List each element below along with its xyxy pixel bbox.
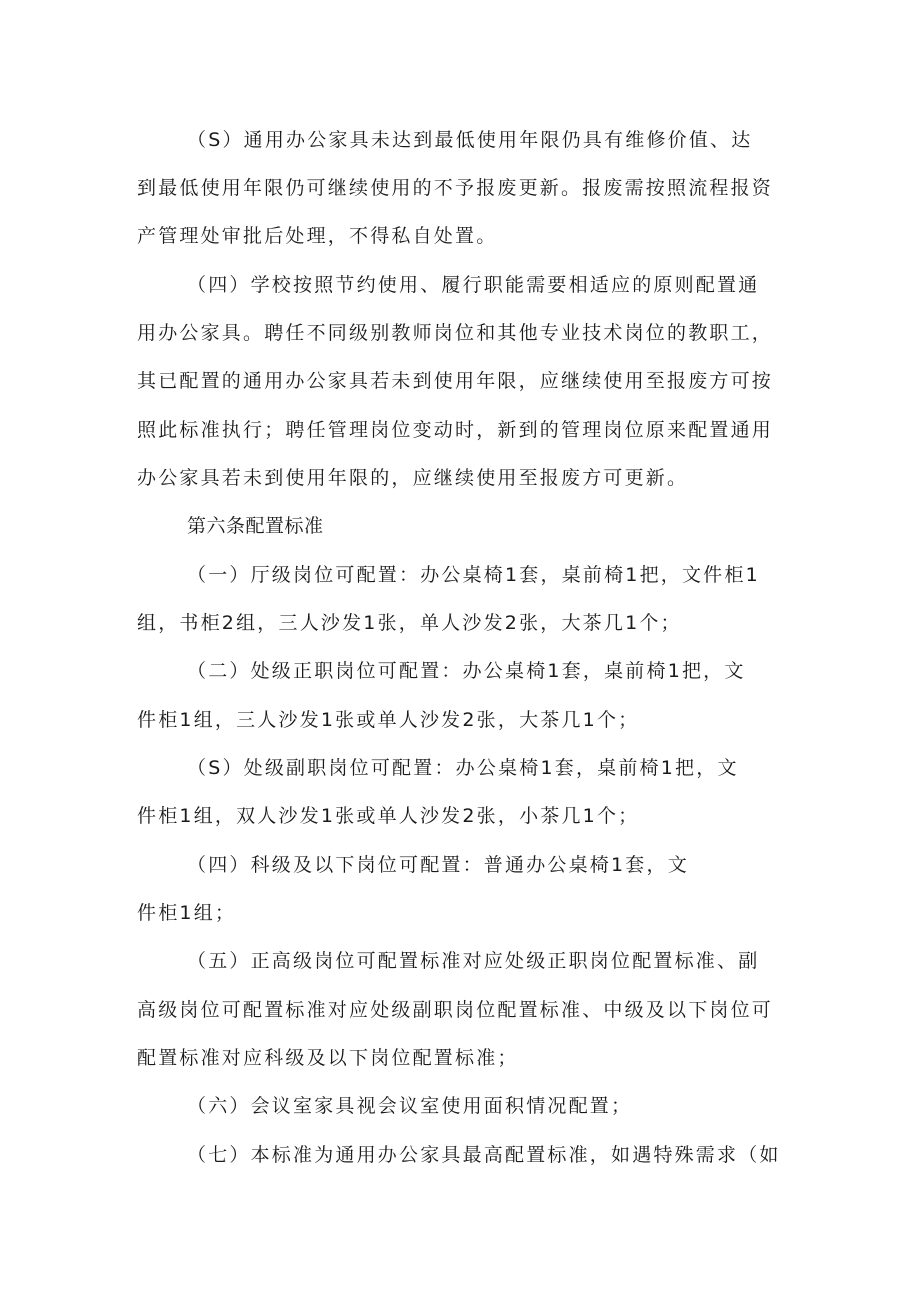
paragraph-line: 组，书柜2组，三人沙发1张，单人沙发2张，大茶几1个；	[137, 612, 682, 634]
paragraph-line: 办公家具若未到使用年限的，应继续使用至报废方可更新。	[137, 467, 689, 489]
paragraph-line: 产管理处审批后处理，不得私自处置。	[137, 225, 498, 247]
paragraph-line: （七）本标准为通用办公家具最高配置标准，如遇特殊需求（如	[187, 1144, 781, 1166]
paragraph-line: （五）正高级岗位可配置标准对应处级正职岗位配置标准、副	[187, 950, 760, 972]
paragraph-line: 照此标准执行；聘任管理岗位变动时，新到的管理岗位原来配置通用	[137, 419, 774, 441]
paragraph-line: 其已配置的通用办公家具若未到使用年限，应继续使用至报废方可按	[137, 370, 774, 392]
paragraph-line: （四）科级及以下岗位可配置：普通办公桌椅1套，文	[187, 854, 689, 876]
paragraph-line: （S）通用办公家具未达到最低使用年限仍具有维修价值、达	[187, 129, 753, 151]
paragraph-line: 配置标准对应科级及以下岗位配置标准；	[137, 1047, 519, 1069]
paragraph-line: （一）厅级岗位可配置：办公桌椅1套，桌前椅1把，文件柜1	[187, 564, 760, 586]
paragraph-line: （六）会议室家具视会议室使用面积情况配置；	[187, 1095, 633, 1117]
section-heading: 第六条配置标准	[187, 515, 324, 537]
paragraph-line: （四）学校按照节约使用、履行职能需要相适应的原则配置通	[187, 274, 760, 296]
paragraph-line: 件柜1组，双人沙发1张或单人沙发2张，小茶几1个；	[137, 805, 640, 827]
paragraph-line: 高级岗位可配置标准对应处级副职岗位配置标准、中级及以下岗位可	[137, 999, 774, 1021]
paragraph-line: 件柜1组，三人沙发1张或单人沙发2张，大茶几1个；	[137, 709, 640, 731]
paragraph-line: （S）处级副职岗位可配置：办公桌椅1套，桌前椅1把，文	[187, 757, 739, 779]
paragraph-line: 件柜1组；	[137, 902, 237, 924]
paragraph-line: 到最低使用年限仍可继续使用的不予报废更新。报废需按照流程报资	[137, 177, 774, 199]
paragraph-line: 用办公家具。聘任不同级别教师岗位和其他专业技术岗位的教职工，	[137, 322, 774, 344]
paragraph-line: （二）处级正职岗位可配置：办公桌椅1套，桌前椅1把，文	[187, 660, 746, 682]
